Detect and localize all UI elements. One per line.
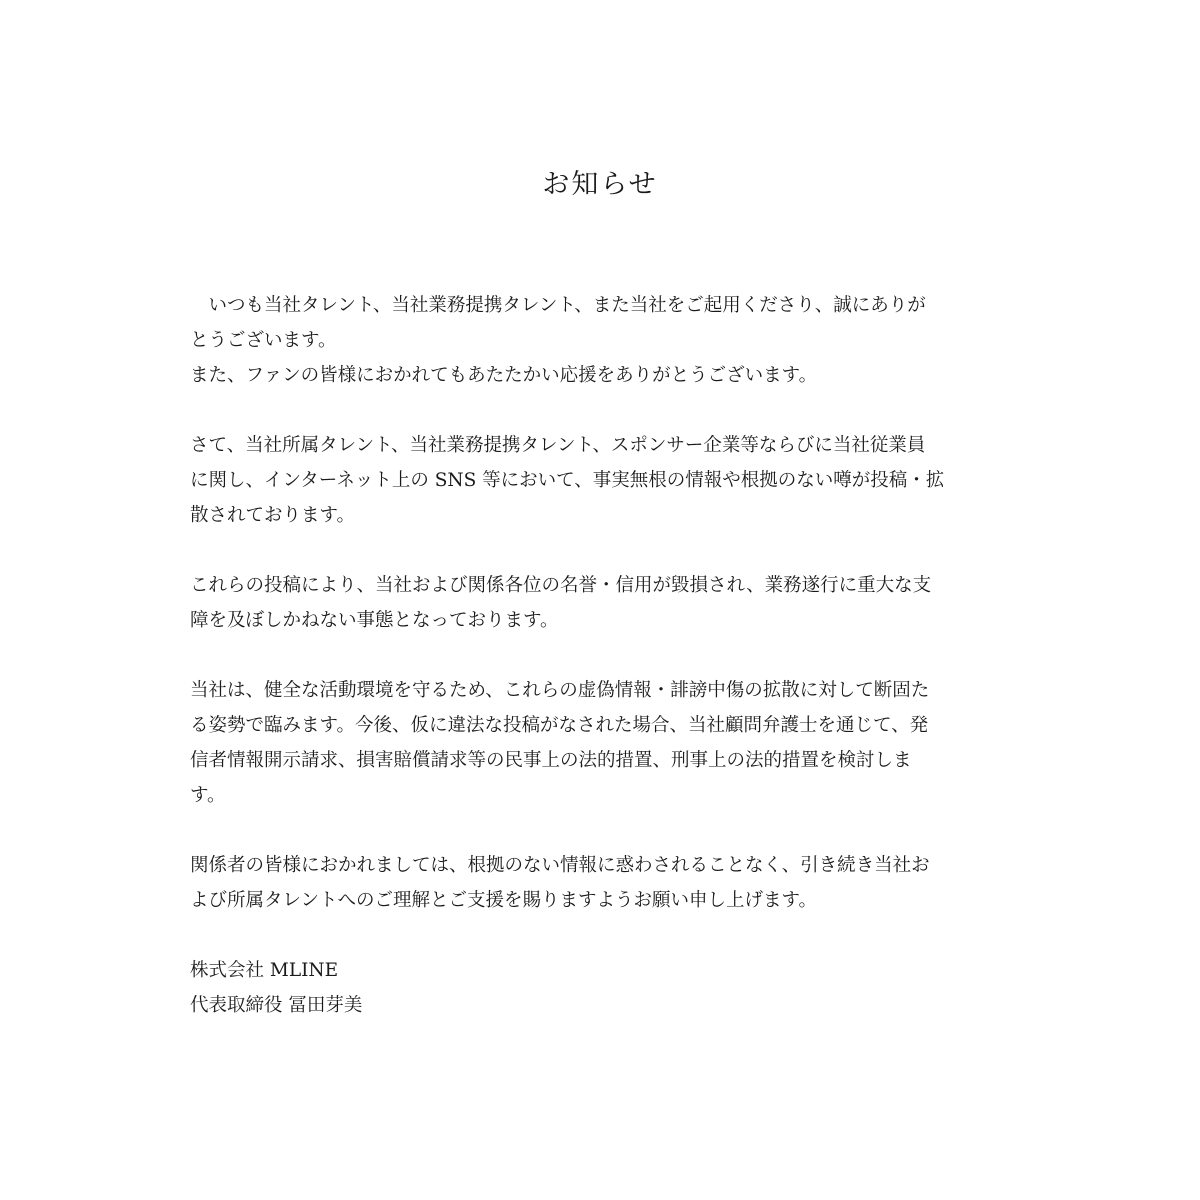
paragraph-line: よび所属タレントへのご理解とご支援を賜りますようお願い申し上げます。 xyxy=(190,890,818,911)
paragraph-legal-action xyxy=(190,673,1025,813)
paragraph-request xyxy=(190,848,1025,918)
paragraph-line: また、ファンの皆様におかれてもあたたかい応援をありがとうございます。 xyxy=(190,365,818,386)
paragraph-impact xyxy=(190,568,1025,638)
paragraph-line: さて、当社所属タレント、当社業務提携タレント、スポンサー企業等ならびに当社従業員 xyxy=(190,435,926,456)
notice-body xyxy=(190,288,1025,1023)
paragraph-line: いつも当社タレント、当社業務提携タレント、また当社をご起用くださり、誠にありが xyxy=(190,295,926,316)
paragraph-line: 関係者の皆様におかれましては、根拠のない情報に惑わされることなく、引き続き当社お xyxy=(190,855,930,876)
notice-title: お知らせ xyxy=(542,169,658,200)
paragraph-line: 障を及ぼしかねない事態となっております。 xyxy=(190,610,559,631)
paragraph-greeting xyxy=(190,288,1025,393)
signature-representative: 代表取締役 冨田芽美 xyxy=(190,995,363,1016)
paragraph-line: に関し、インターネット上の SNS 等において、事実無根の情報や根拠のない噂が投稿・拡 xyxy=(190,470,945,491)
paragraph-line: とうございます。 xyxy=(190,330,337,351)
paragraph-line: る姿勢で臨みます。今後、仮に違法な投稿がなされた場合、当社顧問弁護士を通じて、発 xyxy=(190,715,929,736)
signature-company: 株式会社 MLINE xyxy=(190,960,339,981)
paragraph-line: 散されております。 xyxy=(190,505,356,526)
paragraph-line: これらの投稿により、当社および関係各位の名誉・信用が毀損され、業務遂行に重大な支 xyxy=(190,575,932,596)
signature-block xyxy=(190,953,1025,1023)
paragraph-line: 信者情報開示請求、損害賠償請求等の民事上の法的措置、刑事上の法的措置を検討しま xyxy=(190,750,912,771)
paragraph-line: す。 xyxy=(190,785,226,806)
paragraph-line: 当社は、健全な活動環境を守るため、これらの虚偽情報・誹謗中傷の拡散に対して断固た xyxy=(190,680,930,701)
paragraph-situation xyxy=(190,428,1025,533)
